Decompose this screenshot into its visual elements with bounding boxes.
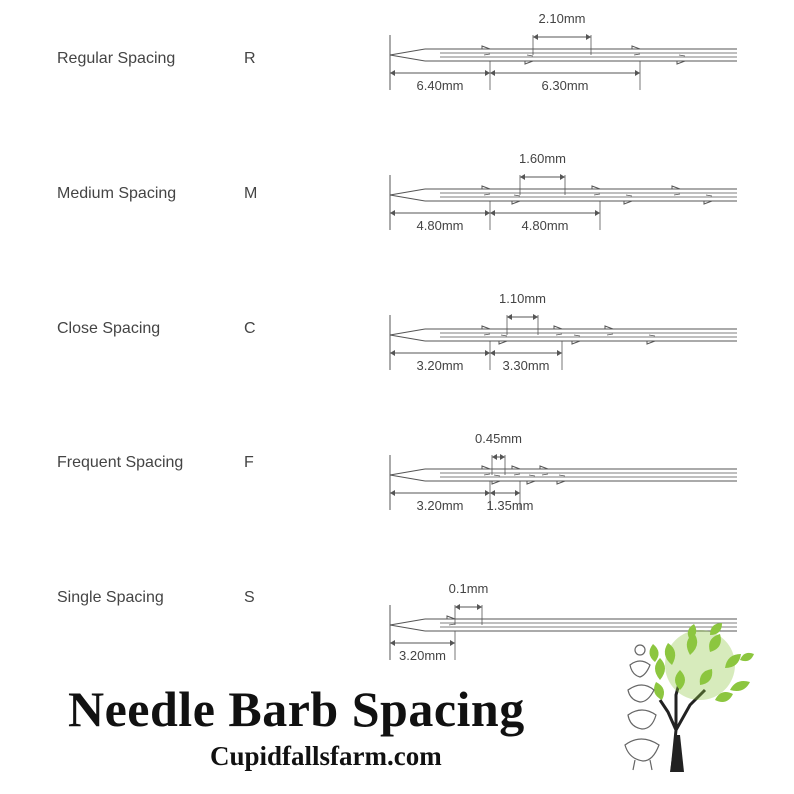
needle-close-barb-mark-2 — [556, 334, 562, 335]
needle-close-barb-mark-4 — [607, 334, 613, 335]
needle-close-barb-mark-0 — [484, 334, 490, 335]
needle-close-dim1-arrow-right — [485, 350, 490, 356]
needle-close-dim2-label: 3.30mm — [502, 358, 550, 373]
needle-medium-tip-top — [390, 189, 425, 195]
needle-regular-dim1-arrow-left — [390, 70, 395, 76]
needle-regular-barb-mark-0 — [484, 54, 490, 55]
row-code-single: S — [244, 589, 255, 606]
needle-regular-gap-label: 2.10mm — [538, 11, 586, 26]
needle-frequent-gap-dim-arrow-right — [500, 454, 505, 460]
needle-regular-dim2-label: 6.30mm — [541, 78, 589, 93]
needle-regular-barb-mark-1 — [527, 55, 533, 56]
needle-frequent-barb-mark-1 — [494, 475, 500, 476]
tree-logo — [625, 623, 754, 772]
needle-close-dim2-arrow-right — [557, 350, 562, 356]
needle-regular-dim1-label: 6.40mm — [416, 78, 464, 93]
needle-medium-barb-mark-4 — [674, 194, 680, 195]
needle-medium-gap-label: 1.60mm — [519, 151, 566, 166]
needle-frequent-gap-label: 0.45mm — [475, 431, 522, 446]
needle-medium-barb-mark-0 — [484, 194, 490, 195]
needle-close-gap-dim-arrow-left — [507, 314, 512, 320]
needle-frequent-gap-dim-arrow-left — [492, 454, 497, 460]
needle-medium-dim1-arrow-right — [485, 210, 490, 216]
needle-medium-barb-mark-1 — [514, 195, 520, 196]
row-name-regular: Regular Spacing — [57, 50, 176, 67]
needle-close-barb-mark-3 — [574, 335, 580, 336]
needle-close-gap-label: 1.10mm — [499, 291, 546, 306]
needle-medium-dim2-label: 4.80mm — [521, 218, 569, 233]
needle-frequent-dim1-arrow-left — [390, 490, 395, 496]
row-name-close: Close Spacing — [57, 320, 161, 337]
needle-frequent-dim2-label: 1.35mm — [486, 498, 534, 513]
needle-regular-barb-mark-2 — [634, 54, 640, 55]
needle-single-gap-label: 0.1mm — [448, 581, 489, 596]
needle-regular-gap-dim-arrow-left — [533, 34, 538, 40]
needle-close-dim2-arrow-left — [490, 350, 495, 356]
row-code-medium: M — [244, 185, 258, 202]
needle-close-dim1-arrow-left — [390, 350, 395, 356]
needle-close-barb-mark-5 — [649, 335, 655, 336]
row-name-single: Single Spacing — [57, 589, 164, 606]
needle-medium-barb-mark-2 — [594, 194, 600, 195]
needle-regular-tip-top — [390, 49, 425, 55]
needle-medium-dim2-arrow-right — [595, 210, 600, 216]
needle-medium-dim2-arrow-left — [490, 210, 495, 216]
needle-frequent-tip-bottom — [390, 475, 425, 481]
needle-single-tip-bottom — [390, 625, 425, 631]
needle-frequent-barb-mark-0 — [484, 474, 490, 475]
needle-single-barb-mark-0 — [449, 624, 455, 625]
needle-single-dim1-label: 3.20mm — [399, 648, 446, 663]
needle-single-dim1-arrow-right — [450, 640, 455, 646]
row-code-regular: R — [244, 50, 256, 67]
needle-regular-gap-dim-arrow-right — [586, 34, 591, 40]
page-title: Needle Barb Spacing — [68, 681, 525, 737]
row-name-medium: Medium Spacing — [57, 185, 177, 202]
needle-regular-dim2-arrow-left — [490, 70, 495, 76]
needle-medium-tip-bottom — [390, 195, 425, 201]
needle-close-tip-bottom — [390, 335, 425, 341]
needle-frequent-barb-mark-4 — [542, 474, 548, 475]
needle-medium-gap-dim-arrow-left — [520, 174, 525, 180]
needle-frequent-dim2-arrow-right — [515, 490, 520, 496]
needle-close-tip-top — [390, 329, 425, 335]
needle-close-dim1-label: 3.20mm — [416, 358, 464, 373]
row-code-close: C — [244, 320, 256, 337]
needle-medium-barb-mark-5 — [706, 195, 712, 196]
needle-medium-gap-dim-arrow-right — [560, 174, 565, 180]
needle-close-barb-mark-1 — [501, 335, 507, 336]
row-code-frequent: F — [244, 454, 254, 471]
page-subtitle: Cupidfallsfarm.com — [210, 741, 442, 771]
needle-frequent-tip-top — [390, 469, 425, 475]
needle-single-tip-top — [390, 619, 425, 625]
needle-frequent-barb-mark-5 — [559, 475, 565, 476]
needle-single-gap-dim-arrow-left — [455, 604, 460, 610]
needle-frequent-barb-mark-3 — [529, 475, 535, 476]
needle-regular-dim2-arrow-right — [635, 70, 640, 76]
needle-single-gap-dim-arrow-right — [477, 604, 482, 610]
needle-medium-barb-mark-3 — [626, 195, 632, 196]
needle-frequent-dim1-label: 3.20mm — [416, 498, 464, 513]
needle-medium-dim1-arrow-left — [390, 210, 395, 216]
needle-medium-dim1-label: 4.80mm — [416, 218, 464, 233]
needle-frequent-barb-mark-2 — [514, 474, 520, 475]
needle-regular-tip-bottom — [390, 55, 425, 61]
needle-frequent-dim1-arrow-right — [485, 490, 490, 496]
needles-layer — [390, 11, 737, 663]
needle-single-dim1-arrow-left — [390, 640, 395, 646]
row-name-frequent: Frequent Spacing — [57, 454, 184, 471]
needle-close-gap-dim-arrow-right — [533, 314, 538, 320]
needle-regular-dim1-arrow-right — [485, 70, 490, 76]
needle-regular-barb-mark-3 — [679, 55, 685, 56]
needle-frequent-dim2-arrow-left — [490, 490, 495, 496]
